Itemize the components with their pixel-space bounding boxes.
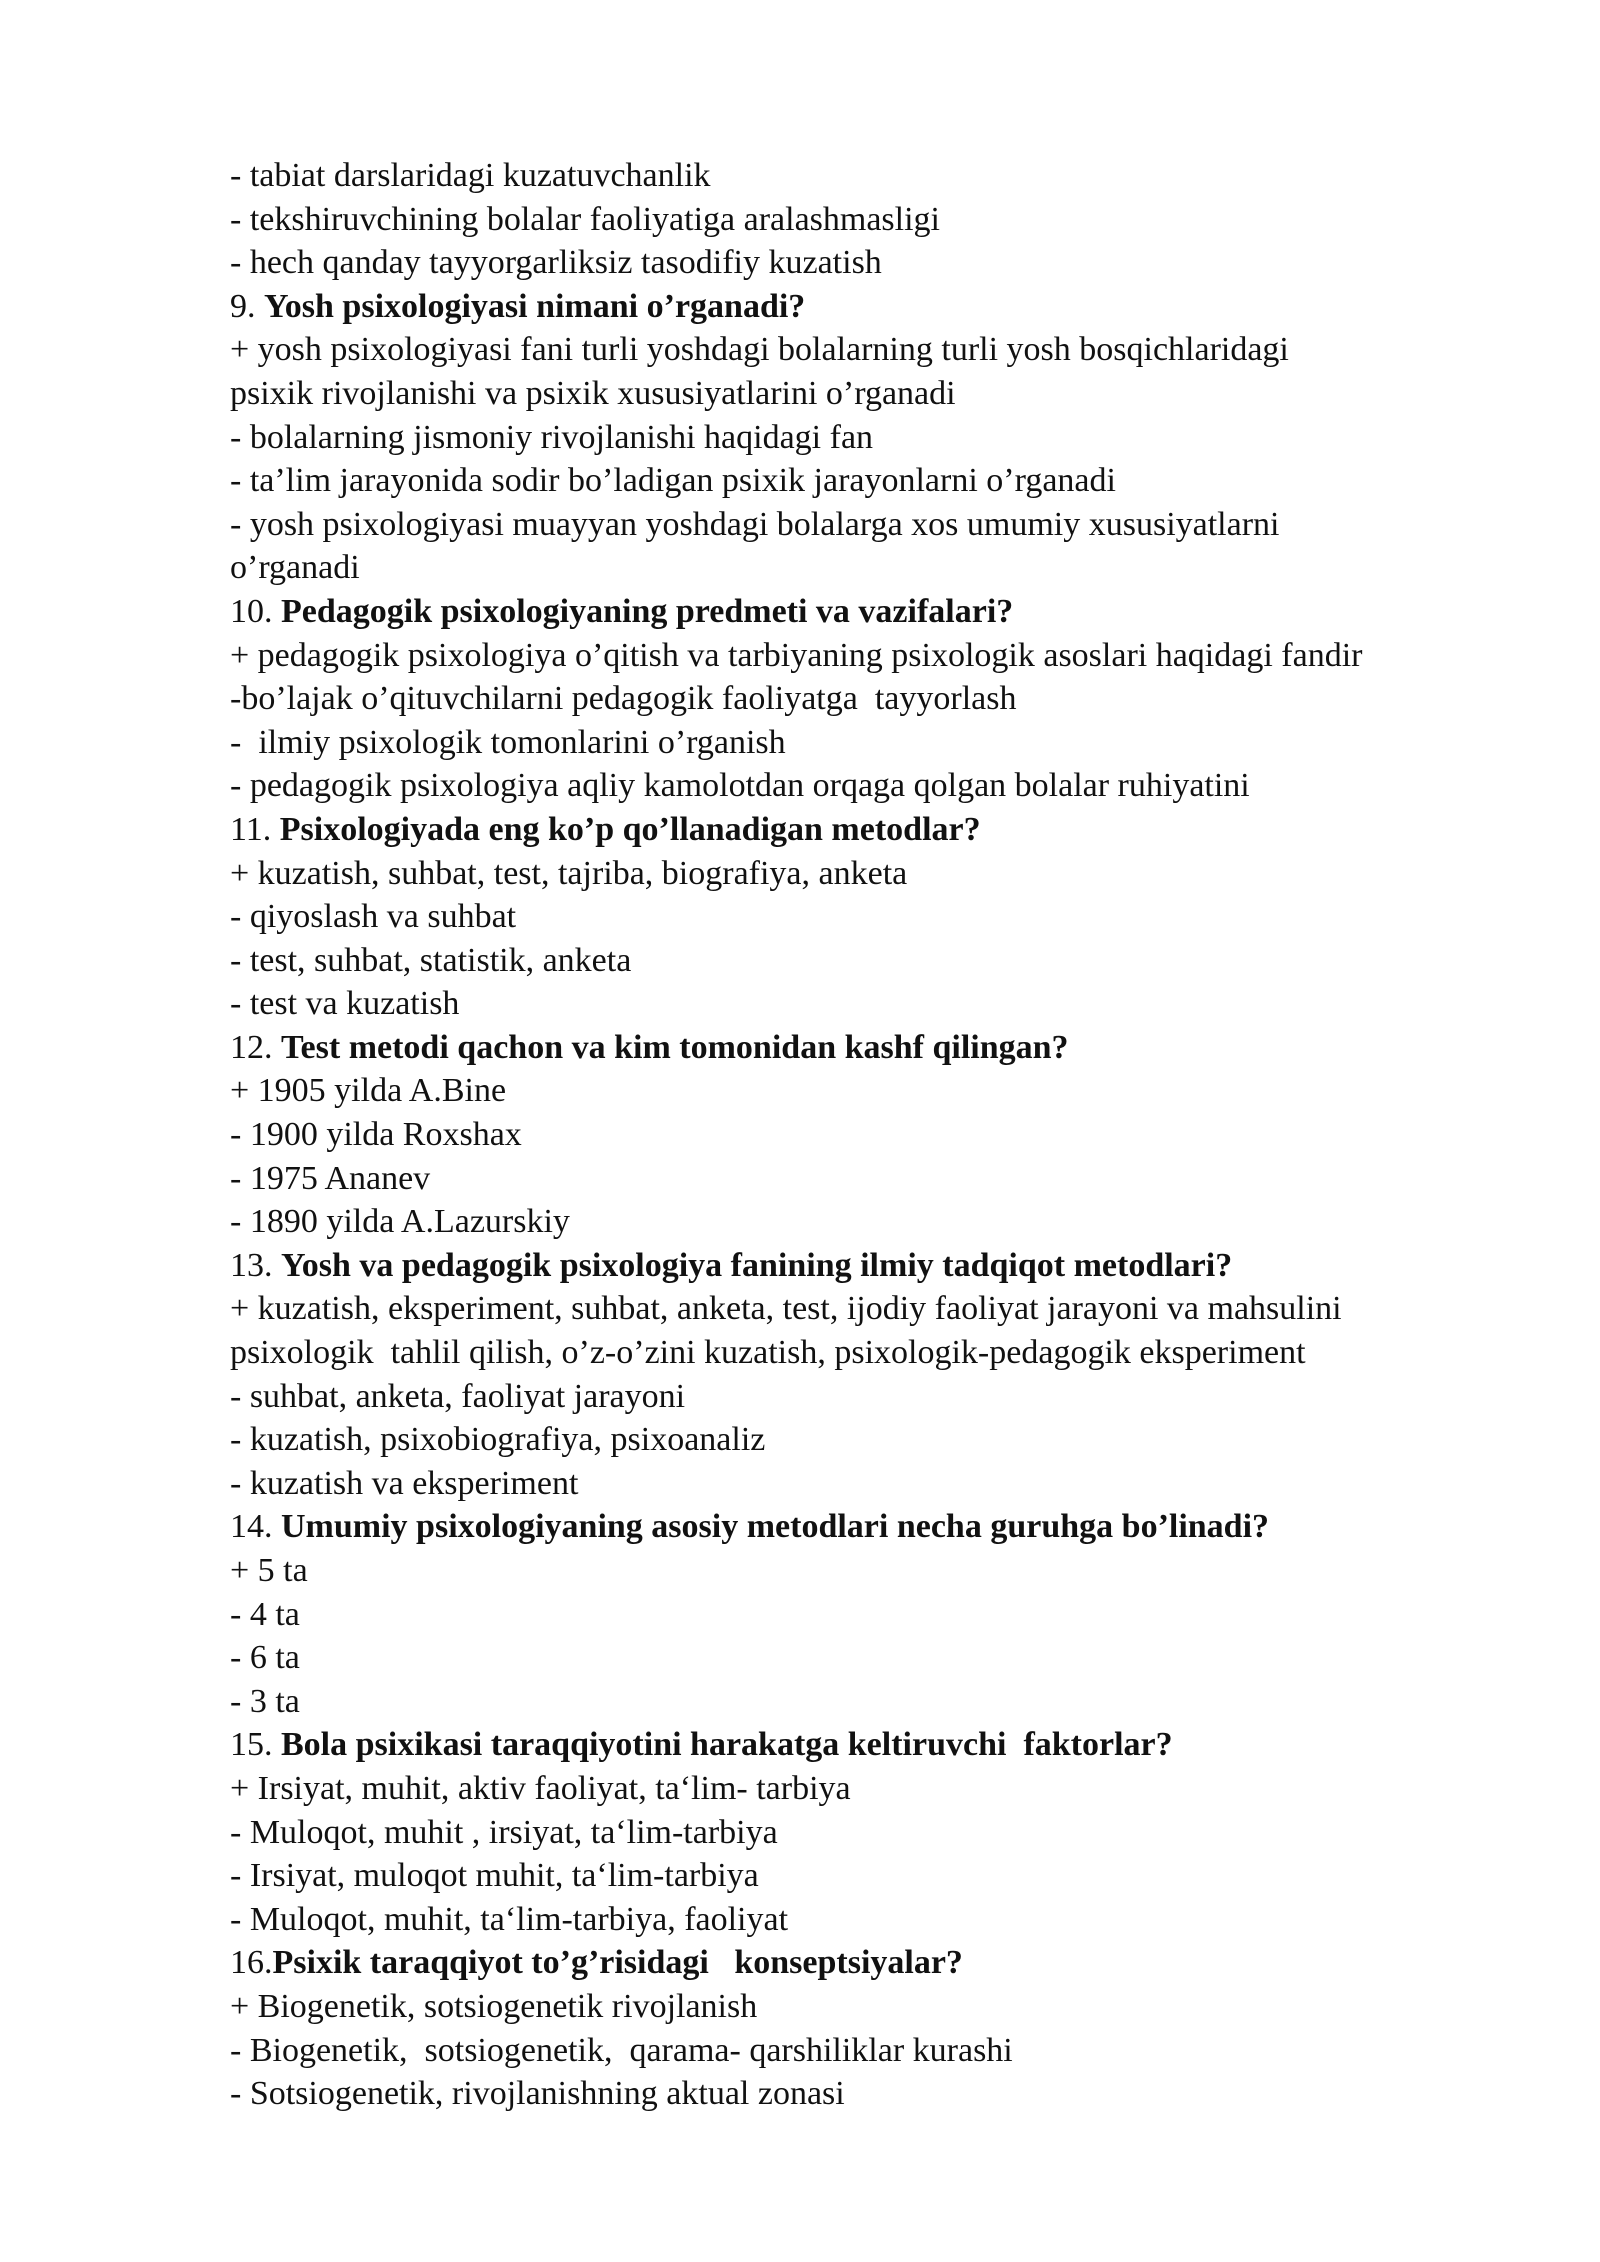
question-block <box>230 590 1530 808</box>
answer-line: - Irsiyat, muloqot muhit, ta‘lim-tarbiya <box>230 1857 759 1895</box>
question-block <box>230 1026 1530 1244</box>
answer-line: - kuzatish va eksperiment <box>230 1464 579 1502</box>
answer-line: - Muloqot, muhit, ta‘lim-tarbiya, faoliyat <box>230 1900 789 1938</box>
answer-line: o’rganadi <box>230 549 360 587</box>
question-text: Yosh va pedagogik psixologiya fanining ilmiy tadqiqot metodlari? <box>281 1246 1233 1284</box>
answer-line: - tekshiruvchining bolalar faoliyatiga aralashmasligi <box>230 200 940 238</box>
question-text: Umumiy psixologiyaning asosiy metodlari necha guruhga bo’linadi? <box>281 1508 1270 1546</box>
answer-line: - Sotsiogenetik, rivojlanishning aktual zonasi <box>230 2075 845 2113</box>
question-block <box>230 1244 1530 1506</box>
question-text: Bola psixikasi taraqqiyotini harakatga keltiruvchi faktorlar? <box>281 1726 1173 1764</box>
answer-line: + kuzatish, eksperiment, suhbat, anketa, test, ijodiy faoliyat jarayoni va mahsulini <box>230 1290 1342 1328</box>
question-block <box>230 1941 1530 2115</box>
answer-line: - ta’lim jarayonida sodir bo’ladigan psixik jarayonlarni o’rganadi <box>230 462 1116 500</box>
answer-line: - kuzatish, psixobiografiya, psixoanaliz <box>230 1421 766 1459</box>
answer-line: - bolalarning jismoniy rivojlanishi haqidagi fan <box>230 418 874 456</box>
question-heading <box>230 590 1530 634</box>
answer-line: - Muloqot, muhit , irsiyat, ta‘lim-tarbiya <box>230 1813 778 1851</box>
answer-line: - 4 ta <box>230 1595 300 1633</box>
answer-line: - tabiat darslaridagi kuzatuvchanlik <box>230 157 711 194</box>
question-block <box>230 285 1530 590</box>
question-text: Test metodi qachon va kim tomonidan kashf qilingan? <box>281 1028 1069 1066</box>
question-heading <box>230 1244 1530 1288</box>
answer-line: + pedagogik psixologiya o’qitish va tarbiyaning psixologik asoslari haqidagi fandir <box>230 636 1363 674</box>
question-text: Pedagogik psixologiyaning predmeti va vazifalari? <box>281 592 1014 630</box>
answer-line: psixologik tahlil qilish, o’z-o’zini kuzatish, psixologik-pedagogik eksperiment <box>230 1334 1306 1372</box>
leading-answers <box>230 154 1530 285</box>
question-number: 14. <box>230 1508 281 1546</box>
answer-line: - Biogenetik, sotsiogenetik, qarama- qarshiliklar kurashi <box>230 2031 1013 2069</box>
answer-line: - test, suhbat, statistik, anketa <box>230 941 632 979</box>
answer-line: - 3 ta <box>230 1682 300 1720</box>
answer-line: - suhbat, anketa, faoliyat jarayoni <box>230 1377 686 1415</box>
question-block <box>230 1723 1530 1941</box>
question-list <box>230 285 1530 2116</box>
question-text: Psixik taraqqiyot to’g’risidagi konseptsiyalar? <box>272 1944 963 1982</box>
question-number: 12. <box>230 1028 281 1066</box>
answer-line: + 5 ta <box>230 1552 308 1589</box>
answer-line: + kuzatish, suhbat, test, tajriba, biografiya, anketa <box>230 854 908 892</box>
answer-line: - qiyoslash va suhbat <box>230 898 517 936</box>
answer-line: - pedagogik psixologiya aqliy kamolotdan orqaga qolgan bolalar ruhiyatini <box>230 767 1250 805</box>
question-block <box>230 1505 1530 1723</box>
answer-line: - 1890 yilda A.Lazurskiy <box>230 1203 570 1241</box>
question-number: 10. <box>230 592 281 630</box>
question-heading <box>230 1026 1530 1070</box>
question-number: 11. <box>230 810 280 848</box>
question-heading <box>230 1941 1530 1985</box>
answer-line: - 1975 Ananev <box>230 1159 431 1197</box>
question-number: 15. <box>230 1726 281 1764</box>
question-heading <box>230 1723 1530 1767</box>
question-heading <box>230 285 1530 329</box>
answer-line: - 1900 yilda Roxshax <box>230 1116 522 1154</box>
answer-line: - yosh psixologiyasi muayyan yoshdagi bolalarga xos umumiy xususiyatlarni <box>230 505 1280 543</box>
answer-line: - 6 ta <box>230 1639 300 1677</box>
answer-line: - hech qanday tayyorgarliksiz tasodifiy kuzatish <box>230 244 882 282</box>
question-number: 13. <box>230 1246 281 1284</box>
answer-line: + yosh psixologiyasi fani turli yoshdagi bolalarning turli yosh bosqichlaridagi <box>230 331 1289 369</box>
question-block <box>230 808 1530 1026</box>
document-body <box>230 154 1530 2116</box>
question-number: 9. <box>230 287 264 325</box>
question-number: 16. <box>230 1944 273 1982</box>
answer-line: -bo’lajak o’qituvchilarni pedagogik faoliyatga tayyorlash <box>230 680 1017 718</box>
answer-line: psixik rivojlanishi va psixik xususiyatlarini o’rganadi <box>230 374 956 412</box>
answer-line: - ilmiy psixologik tomonlarini o’rganish <box>230 723 786 761</box>
answer-line: - test va kuzatish <box>230 985 460 1023</box>
answer-line: + 1905 yilda A.Bine <box>230 1072 507 1110</box>
question-heading <box>230 1505 1530 1549</box>
question-heading <box>230 808 1530 852</box>
question-text: Psixologiyada eng ko’p qo’llanadigan metodlar? <box>279 810 981 848</box>
answer-line: + Irsiyat, muhit, aktiv faoliyat, ta‘lim- tarbiya <box>230 1769 851 1807</box>
question-text: Yosh psixologiyasi nimani o’rganadi? <box>264 287 806 325</box>
answer-line: + Biogenetik, sotsiogenetik rivojlanish <box>230 1987 758 2025</box>
